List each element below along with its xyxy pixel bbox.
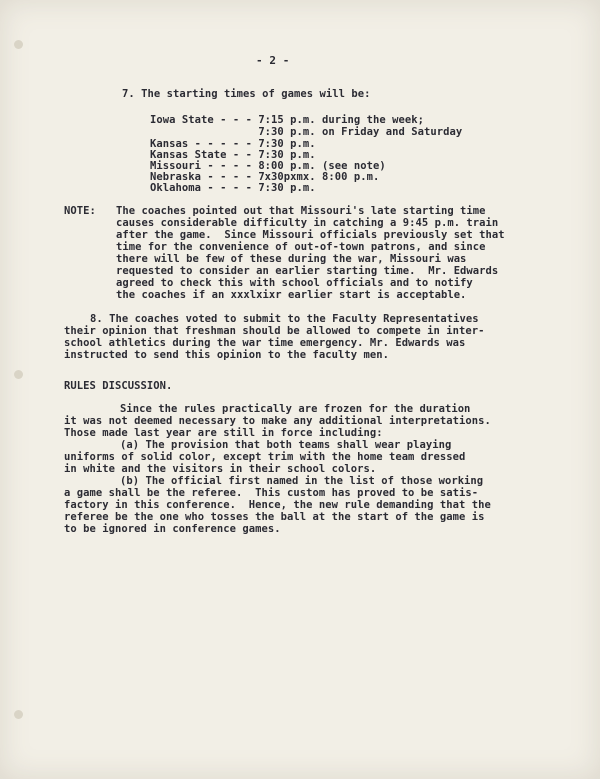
item-7-intro: 7. The starting times of games will be: (122, 88, 371, 100)
rules-line: uniforms of solid color, except trim with the home team dressed (64, 451, 466, 463)
item-8-line: their opinion that freshman should be allowed to compete in inter- (64, 325, 485, 337)
item-8-line: instructed to send this opinion to the faculty men. (64, 349, 389, 361)
note-label: NOTE: (64, 205, 96, 217)
note-line: the coaches if an xxxlxixr earlier start is acceptable. (116, 289, 467, 301)
rules-line: Since the rules practically are frozen for the duration (120, 403, 471, 415)
schedule-line: Iowa State - - - 7:15 p.m. during the week; (150, 114, 424, 126)
note-line: The coaches pointed out that Missouri's late starting time (116, 205, 486, 217)
schedule-line: Missouri - - - - 8:00 p.m. (see note) (150, 160, 386, 172)
rules-heading: RULES DISCUSSION. (64, 380, 173, 392)
note-line: after the game. Since Missouri officials previously set that (116, 229, 505, 241)
note-line: agreed to check this with school officials and to notify (116, 277, 473, 289)
schedule-line: Kansas State - - 7:30 p.m. (150, 149, 316, 161)
note-line: causes considerable difficulty in catching a 9:45 p.m. train (116, 217, 499, 229)
rules-line: a game shall be the referee. This custom has proved to be satis- (64, 487, 479, 499)
schedule-line: Kansas - - - - - 7:30 p.m. (150, 138, 316, 150)
rules-line: referee be the one who tosses the ball at the start of the game is (64, 511, 485, 523)
rules-line: to be ignored in conference games. (64, 523, 281, 535)
schedule-line: 7:30 p.m. on Friday and Saturday (150, 126, 463, 138)
note-line: time for the convenience of out-of-town patrons, and since (116, 241, 486, 253)
item-8-line: 8. The coaches voted to submit to the Faculty Representatives (90, 313, 479, 325)
rules-line: (a) The provision that both teams shall wear playing (120, 439, 452, 451)
note-line: there will be few of these during the war, Missouri was (116, 253, 467, 265)
rules-line: in white and the visitors in their school colors. (64, 463, 377, 475)
note-line: requested to consider an earlier starting time. Mr. Edwards (116, 265, 499, 277)
rules-line: factory in this conference. Hence, the new rule demanding that the (64, 499, 491, 511)
rules-line: (b) The official first named in the list of those working (120, 475, 484, 487)
rules-line: it was not deemed necessary to make any additional interpretations. (64, 415, 491, 427)
item-8-line: school athletics during the war time emergency. Mr. Edwards was (64, 337, 466, 349)
page-number: - 2 - (256, 54, 290, 67)
rules-line: Those made last year are still in force including: (64, 427, 383, 439)
schedule-line: Oklahoma - - - - 7:30 p.m. (150, 182, 316, 194)
schedule-line: Nebraska - - - - 7x30pxmx. 8:00 p.m. (150, 171, 380, 183)
